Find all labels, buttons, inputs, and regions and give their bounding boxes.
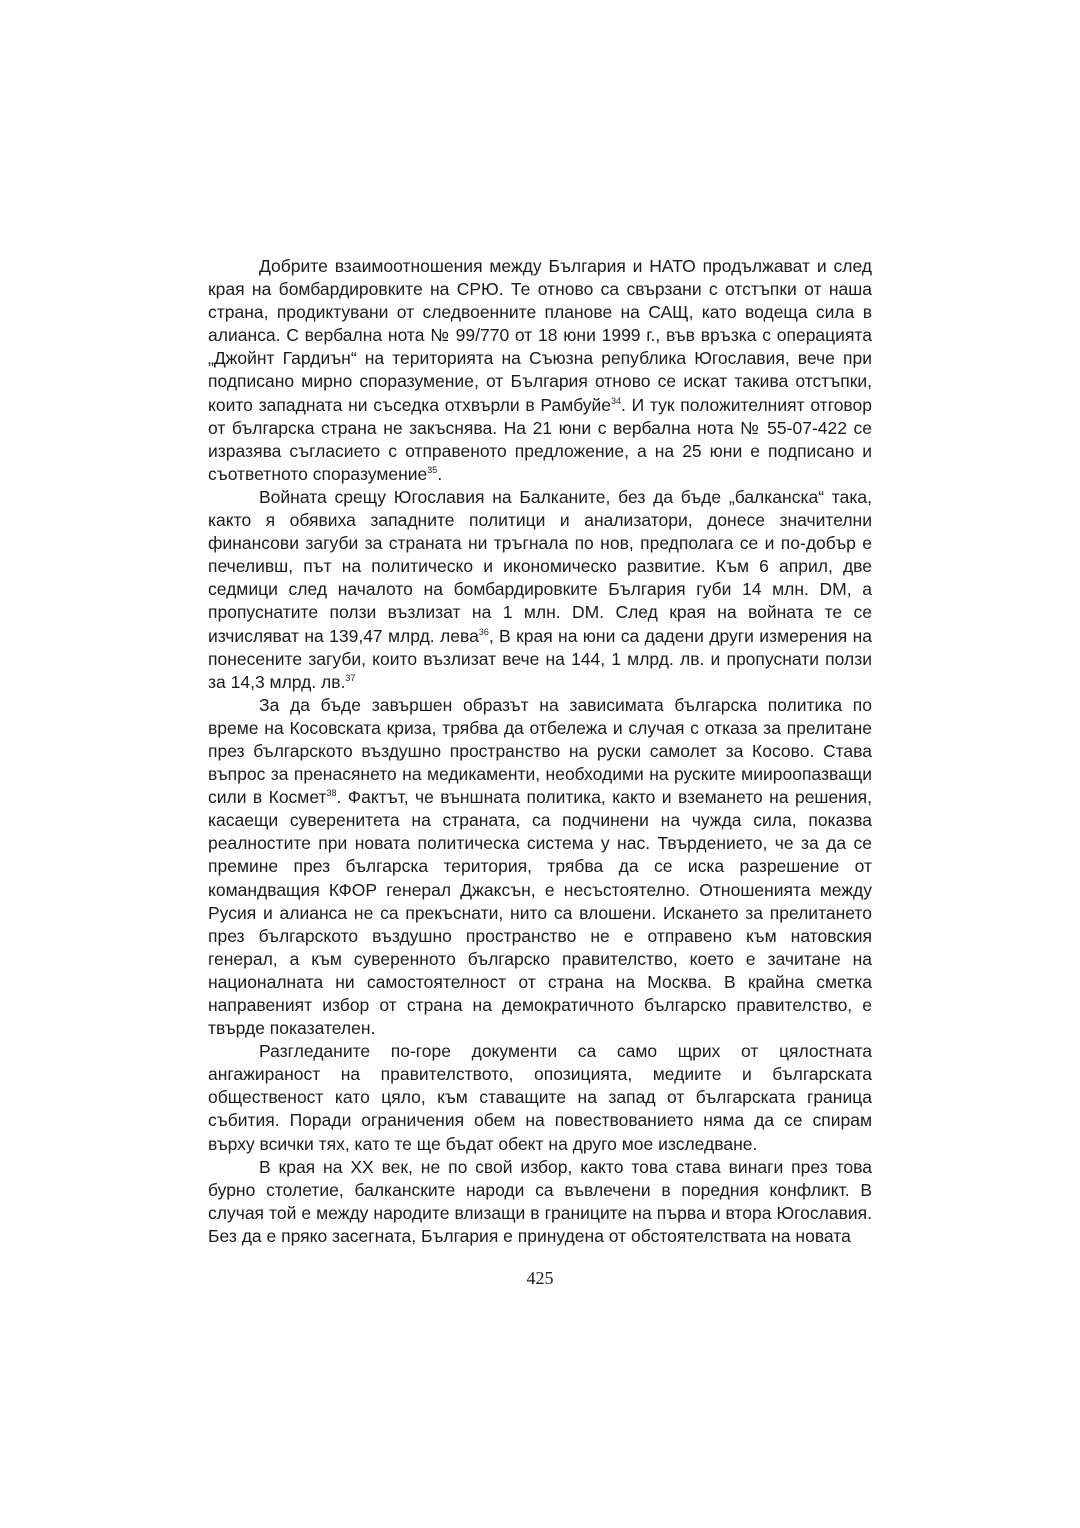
text-segment: За да бъде завършен образът на зависимата българска политика по време на Косовската криза, трябва да отбележа и случая с отказа за прелитане през българското въздушно пространство на руски самолет за Косово. Става въпрос за пренасянето на медикаменти, необходими на руските миироопазващи сили в Космет bbox=[208, 694, 872, 808]
text-segment: . Фактът, че външната политика, както и вземането на решения, касаещи суверенитета на страната, са подчинени на чужда сила, показва реалностите при новата политическа система у нас. Твърдението, че за да се премине през българска територия, трябва да се иска разрешение от командващия КФОР генерал Джаксън, е несъстоятелно. Отношенията между Русия и алианса не са прекъснати, нито са влошени. Искането за прелитането през българското въздушно пространство не е отправено към натовския генерал, а към суверенното българско правителство, което е зачитане на националната ни самостоятелност от страна на Москва. В крайна сметка направеният избор от страна на демократичното българско правителство, е твърде показателен. bbox=[208, 787, 872, 1039]
text-segment: , В края на юни са дадени други измерения на понесените загуби, които възлизат вече на 144, 1 млрд. лв. и пропуснати ползи за 14,3 млрд. лв. bbox=[208, 625, 872, 692]
text-segment: Разгледаните по-горе документи са само щрих от цялостната ангажираност на правителството, опозицията, медиите и българската общественост като цяло, към ставащите на запад от българската граница събития. Поради ограничения обем на повествованието няма да се спирам върху всички тях, като те ще бъдат обект на друго мое изследване. bbox=[208, 1041, 872, 1154]
text-segment: . И тук положителният отговор от българска страна не закъснява. На 21 юни с вербална нота № 55-07-422 се изразява съгласието с отправеното предложение, а на 25 юни е подписано и съответното споразумение bbox=[208, 394, 872, 484]
footnote-ref[interactable]: 35 bbox=[427, 465, 438, 476]
text-segment: Войната срещу Югославия на Балканите, без да бъде „балканска“ така, както я обявиха западните политици и анализатори, донесе значителни финансови загуби за страната ни тръгнала по нов, предполага се и по-добър е печеливш, път на политическо и икономическо развитие. Към 6 април, две седмици след началото на бомбардировките България губи 14 млн. DM, а пропуснатите ползи възлизат на 1 млн. DM. След края на войната те се изчисляват на 139,47 млрд. лева bbox=[208, 486, 872, 646]
paragraph-3 bbox=[208, 694, 872, 1040]
footnote-ref[interactable]: 37 bbox=[345, 672, 356, 683]
body-text bbox=[208, 255, 872, 1248]
text-segment: В края на XX век, не по свой избор, както това става винаги през това бурно столетие, балканските народи са въвлечени в поредния конфликт. В случая той е между народите влизащи в границите на първа и втора Югославия. Без да е пряко засегната, България е принудена от обстоятелствата на новата bbox=[208, 1156, 872, 1246]
paragraph-2 bbox=[208, 486, 872, 694]
paragraph-1 bbox=[208, 255, 872, 486]
footnote-ref[interactable]: 34 bbox=[610, 395, 621, 406]
page-number: 425 bbox=[526, 1268, 554, 1288]
footnote-ref[interactable]: 36 bbox=[478, 626, 489, 637]
text-segment: Добрите взаимоотношения между България и НАТО продължават и след края на бомбардировките на СРЮ. Те отново са свързани с отстъпки от наша страна, продиктувани от следвоенните планове на САЩ, като водеща сила в алианса. С вербална нота № 99/770 от 18 юни 1999 г., във връзка с операцията „Джойнт Гардиън“ на територията на Съюзна република Югославия, вече при подписано мирно споразумение, от България отново се искат такива отстъпки, които западната ни съседка отхвърли в Рамбуйе bbox=[208, 256, 872, 415]
paragraph-4 bbox=[208, 1040, 872, 1155]
paragraph-5 bbox=[208, 1156, 872, 1248]
text-segment: . bbox=[437, 463, 443, 484]
footnote-ref[interactable]: 38 bbox=[326, 788, 337, 799]
